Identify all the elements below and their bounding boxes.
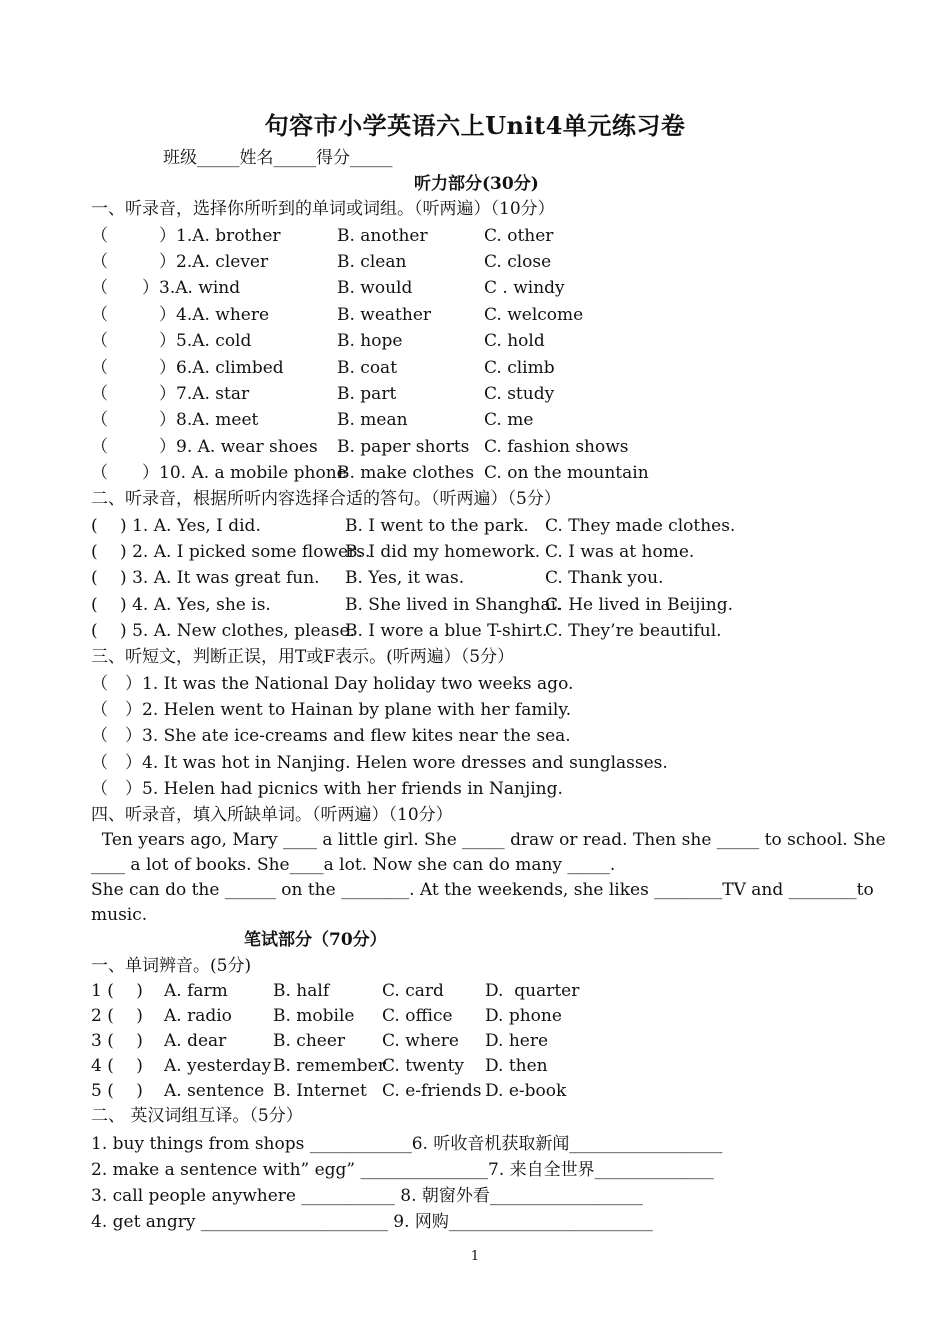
page-number: 1 <box>470 1249 480 1264</box>
option-b: B. another <box>337 226 428 246</box>
option-b: B. mean <box>337 410 408 430</box>
option-b: B. I did my homework. <box>345 542 541 562</box>
written-q1-heading: 一、单词辨音。(5分) <box>91 956 252 976</box>
list-item: （ ）3. She ate ice-creams and flew kites near the sea. <box>91 726 571 746</box>
student-info-line: 班级_____姓名_____得分_____ <box>163 148 393 168</box>
list-item: （ ）4. It was hot in Nanjing. Helen wore dresses and sunglasses. <box>91 753 668 773</box>
translation-line: 1. buy things from shops ____________6. 听收音机获取新闻__________________ <box>91 1134 723 1154</box>
option-c: C. where <box>382 1031 459 1051</box>
option-b: B. coat <box>337 358 398 378</box>
list-item: （ ）1. It was the National Day holiday two weeks ago. <box>91 674 574 694</box>
question-number: 3 ( ) <box>91 1031 143 1051</box>
option-b: B. clean <box>337 252 407 272</box>
question-option-a: （ ）7.A. star <box>91 384 250 404</box>
question-number: 5 ( ) <box>91 1081 143 1101</box>
option-d: D. phone <box>485 1006 562 1026</box>
list-item: （ ）2. Helen went to Hainan by plane with her family. <box>91 700 572 720</box>
translation-line: 4. get angry ______________________ 9. 网购________________________ <box>91 1212 653 1232</box>
option-b: B. Internet <box>273 1081 367 1101</box>
question-option-a: （ ）3.A. wind <box>91 278 241 298</box>
question-option-a: （ ）4.A. where <box>91 305 270 325</box>
question-option-a: （ ）1.A. brother <box>91 226 281 246</box>
cloze-line: Ten years ago, Mary ____ a little girl. She _____ draw or read. Then she _____ to school. She <box>91 830 886 850</box>
option-c: C. welcome <box>484 305 584 325</box>
option-c: C. on the mountain <box>484 463 649 483</box>
option-a: A. dear <box>164 1031 227 1051</box>
list-item: （ ）5. Helen had picnics with her friends in Nanjing. <box>91 779 563 799</box>
listening-q3-heading: 三、听短文，判断正误，用T或F表示。(听两遍）（5分） <box>91 647 515 667</box>
option-d: D. then <box>485 1056 548 1076</box>
option-c: C. fashion shows <box>484 437 629 457</box>
option-a: A. yesterday <box>164 1056 272 1076</box>
written-section-header: 笔试部分（70分） <box>244 930 387 950</box>
option-b: B. mobile <box>273 1006 355 1026</box>
option-c: C. climb <box>484 358 555 378</box>
option-c: C. e-friends <box>382 1081 482 1101</box>
question-option-a: ( ) 4. A. Yes, she is. <box>91 595 271 615</box>
option-d: D. here <box>485 1031 549 1051</box>
question-option-a: ( ) 5. A. New clothes, please. <box>91 621 355 641</box>
question-number: 4 ( ) <box>91 1056 143 1076</box>
option-c: C. I was at home. <box>545 542 695 562</box>
option-b: B. Yes, it was. <box>345 568 465 588</box>
question-option-a: （ ）5.A. cold <box>91 331 252 351</box>
option-c: C. He lived in Beijing. <box>545 595 734 615</box>
option-c: C. They made clothes. <box>545 516 736 536</box>
cloze-line: music. <box>91 905 148 925</box>
option-a: A. radio <box>164 1006 232 1026</box>
option-a: A. farm <box>164 981 228 1001</box>
option-c: C. They’re beautiful. <box>545 621 722 641</box>
option-c: C. twenty <box>382 1056 465 1076</box>
question-option-a: （ ）10. A. a mobile phone <box>91 463 347 483</box>
question-option-a: ( ) 2. A. I picked some flowers. <box>91 542 371 562</box>
option-b: B. half <box>273 981 330 1001</box>
listening-q4-heading: 四、听录音，填入所缺单词。（听两遍）（10分） <box>91 805 453 825</box>
question-number: 1 ( ) <box>91 981 143 1001</box>
option-c: C. card <box>382 981 444 1001</box>
option-b: B. hope <box>337 331 403 351</box>
option-c: C. Thank you. <box>545 568 664 588</box>
option-c: C. me <box>484 410 534 430</box>
option-b: B. cheer <box>273 1031 346 1051</box>
option-a: A. sentence <box>164 1081 265 1101</box>
written-q2-heading: 二、 英汉词组互译。（5分） <box>91 1106 303 1126</box>
option-d: D. quarter <box>485 981 580 1001</box>
question-option-a: （ ）6.A. climbed <box>91 358 284 378</box>
option-c: C. close <box>484 252 552 272</box>
option-b: B. paper shorts <box>337 437 470 457</box>
option-b: B. I wore a blue T-shirt. <box>345 621 548 641</box>
option-b: B. She lived in Shanghai. <box>345 595 562 615</box>
option-b: B. I went to the park. <box>345 516 529 536</box>
question-number: 2 ( ) <box>91 1006 143 1026</box>
option-c: C . windy <box>484 278 565 298</box>
option-d: D. e-book <box>485 1081 567 1101</box>
option-b: B. make clothes <box>337 463 475 483</box>
option-c: C. hold <box>484 331 545 351</box>
question-option-a: ( ) 1. A. Yes, I did. <box>91 516 261 536</box>
question-option-a: ( ) 3. A. It was great fun. <box>91 568 320 588</box>
translation-line: 3. call people anywhere ___________ 8. 朝窗外看__________________ <box>91 1186 643 1206</box>
option-b: B. weather <box>337 305 432 325</box>
listening-q1-heading: 一、听录音，选择你所听到的单词或词组。（听两遍）（10分） <box>91 199 555 219</box>
cloze-line: She can do the ______ on the ________. At the weekends, she likes ________TV and ________to <box>91 880 874 900</box>
question-option-a: （ ）2.A. clever <box>91 252 269 272</box>
option-b: B. would <box>337 278 413 298</box>
option-b: B. remember <box>273 1056 386 1076</box>
question-option-a: （ ）8.A. meet <box>91 410 259 430</box>
page-title: 句容市小学英语六上Unit4单元练习卷 <box>264 111 686 140</box>
translation-line: 2. make a sentence with” egg” _______________7. 来自全世界______________ <box>91 1160 714 1180</box>
option-c: C. office <box>382 1006 453 1026</box>
cloze-line: ____ a lot of books. She____a lot. Now she can do many _____. <box>91 855 616 875</box>
listening-q2-heading: 二、听录音，根据所听内容选择合适的答句。（听两遍）（5分） <box>91 489 561 509</box>
question-option-a: （ ）9. A. wear shoes <box>91 437 318 457</box>
listening-section-header: 听力部分(30分) <box>414 174 539 194</box>
option-b: B. part <box>337 384 397 404</box>
option-c: C. study <box>484 384 555 404</box>
option-c: C. other <box>484 226 554 246</box>
